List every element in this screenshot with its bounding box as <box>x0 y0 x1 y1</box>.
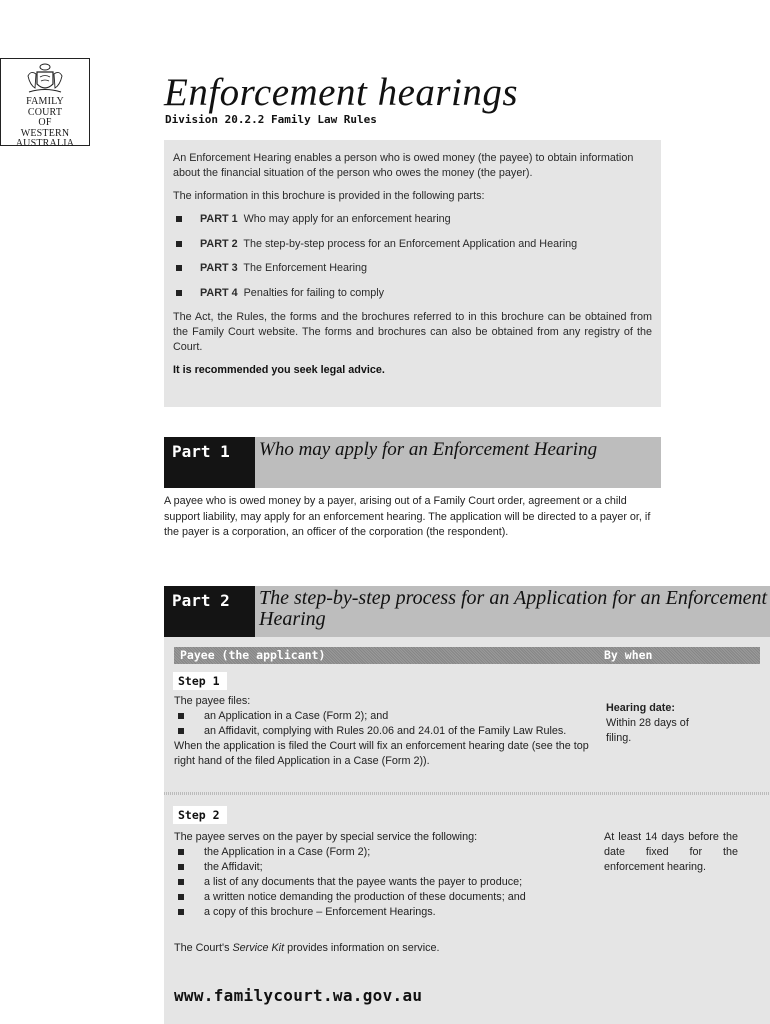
service-kit-note <box>174 941 594 956</box>
column-header-payee: Payee (the applicant) <box>180 648 326 662</box>
part-number: PART 1 <box>200 213 238 225</box>
list-item <box>173 286 652 301</box>
step2-when: At least 14 days before the date fixed for the enforcement hearing. <box>604 831 738 873</box>
bullet-square-icon <box>178 849 184 855</box>
step-divider <box>164 792 770 795</box>
bullet-square-icon <box>176 265 182 271</box>
parts-list <box>173 212 652 301</box>
list-item <box>174 875 599 890</box>
service-note-text: The Court's <box>174 942 233 954</box>
page-title: Enforcement hearings <box>164 71 519 114</box>
part-number: PART 3 <box>200 262 238 274</box>
legal-advice-note: It is recommended you seek legal advice. <box>173 364 385 376</box>
list-item-text: a list of any documents that the payee wants the payer to produce; <box>204 876 523 888</box>
step1-label: Step 1 <box>173 672 227 690</box>
list-item <box>173 261 652 276</box>
part-description: The Enforcement Hearing <box>243 262 368 274</box>
process-table-header <box>174 647 760 664</box>
bullet-square-icon <box>176 290 182 296</box>
logo-line: WESTERN <box>20 127 70 139</box>
list-item <box>174 860 599 875</box>
intro-paragraph: The information in this brochure is provided in the following parts: <box>173 190 485 202</box>
bullet-square-icon <box>176 216 182 222</box>
list-item-text: the Affidavit; <box>204 861 263 873</box>
bullet-square-icon <box>178 879 184 885</box>
logo-line: FAMILY <box>26 96 64 107</box>
part-number: PART 2 <box>200 237 238 250</box>
logo-line: OF <box>38 117 52 128</box>
part-description: Penalties for failing to comply <box>243 286 385 299</box>
list-item-text: an Application in a Case (Form 2); and <box>204 710 389 722</box>
step2-list <box>174 845 599 920</box>
part-number: PART 4 <box>200 286 238 299</box>
part1-label: Part 1 <box>164 437 255 488</box>
step2-label: Step 2 <box>173 806 227 824</box>
coat-of-arms-icon <box>25 62 65 96</box>
step1-intro: The payee files: <box>174 695 251 707</box>
step1-list <box>174 709 594 739</box>
column-header-by-when: By when <box>604 648 653 662</box>
bullet-square-icon <box>178 894 184 900</box>
list-item <box>174 724 594 739</box>
part1-text: A payee who is owed money by a payer, arising out of a Family Court order, agreement or a child support liability, may apply for an enforcement hearing. The application will be directed to a payer or, if the payer is a corporation, an officer of the corporation (the respondent). <box>164 495 651 538</box>
bullet-square-icon <box>178 713 184 719</box>
bullet-square-icon <box>178 864 184 870</box>
list-item <box>174 709 594 724</box>
step2-content <box>174 830 599 920</box>
step1-when-text: Within 28 days of filing. <box>606 717 689 744</box>
service-kit-name: Service Kit <box>232 942 285 954</box>
intro-paragraph: The Act, the Rules, the forms and the brochures referred to in this brochure can be obtained from the Family Court website. The forms and brochures can also be obtained from any registry of the Court. <box>173 311 652 353</box>
step1-when-heading: Hearing date: <box>606 702 675 714</box>
part1-header <box>164 437 661 488</box>
bullet-square-icon <box>176 241 182 247</box>
step1-outro: When the application is filed the Court will fix an enforcement hearing date (see the top right hand of the filed Application in a Case (Form 2)). <box>174 740 589 767</box>
court-logo <box>0 58 90 149</box>
list-item <box>174 905 599 920</box>
part-description: The step-by-step process for an Enforcement Application and Hearing <box>243 237 578 250</box>
bullet-square-icon <box>178 728 184 734</box>
logo-line: COURT <box>27 106 63 118</box>
part2-title: The step-by-step process for an Application for an Enforcement Hearing <box>255 586 770 637</box>
part-description: Who may apply for an enforcement hearing <box>243 213 451 225</box>
process-table <box>164 637 770 1024</box>
list-item <box>173 212 652 227</box>
intro-box <box>164 140 661 407</box>
list-item-text: the Application in a Case (Form 2); <box>204 846 371 858</box>
part2-label: Part 2 <box>164 586 255 637</box>
intro-paragraph: An Enforcement Hearing enables a person who is owed money (the payee) to obtain information about the financial situation of the person who owes the money (the payer). <box>173 152 634 179</box>
page-subtitle: Division 20.2.2 Family Law Rules <box>165 113 377 126</box>
website-url[interactable]: www.familycourt.wa.gov.au <box>174 986 423 1005</box>
service-note-text: provides information on service. <box>284 942 440 954</box>
logo-line: AUSTRALIA <box>15 138 75 149</box>
step1-when <box>606 701 746 746</box>
list-item-text: a written notice demanding the production of these documents; and <box>204 891 526 903</box>
step2-intro: The payee serves on the payer by special service the following: <box>174 831 478 843</box>
step1-content <box>174 694 594 769</box>
part1-title: Who may apply for an Enforcement Hearing <box>255 437 661 488</box>
part2-header <box>164 586 770 637</box>
list-item <box>173 237 652 252</box>
list-item-text: a copy of this brochure – Enforcement Hearings. <box>204 906 436 918</box>
list-item <box>174 845 599 860</box>
list-item <box>174 890 599 905</box>
list-item-text: an Affidavit, complying with Rules 20.06 and 24.01 of the Family Law Rules. <box>204 725 567 737</box>
bullet-square-icon <box>178 909 184 915</box>
